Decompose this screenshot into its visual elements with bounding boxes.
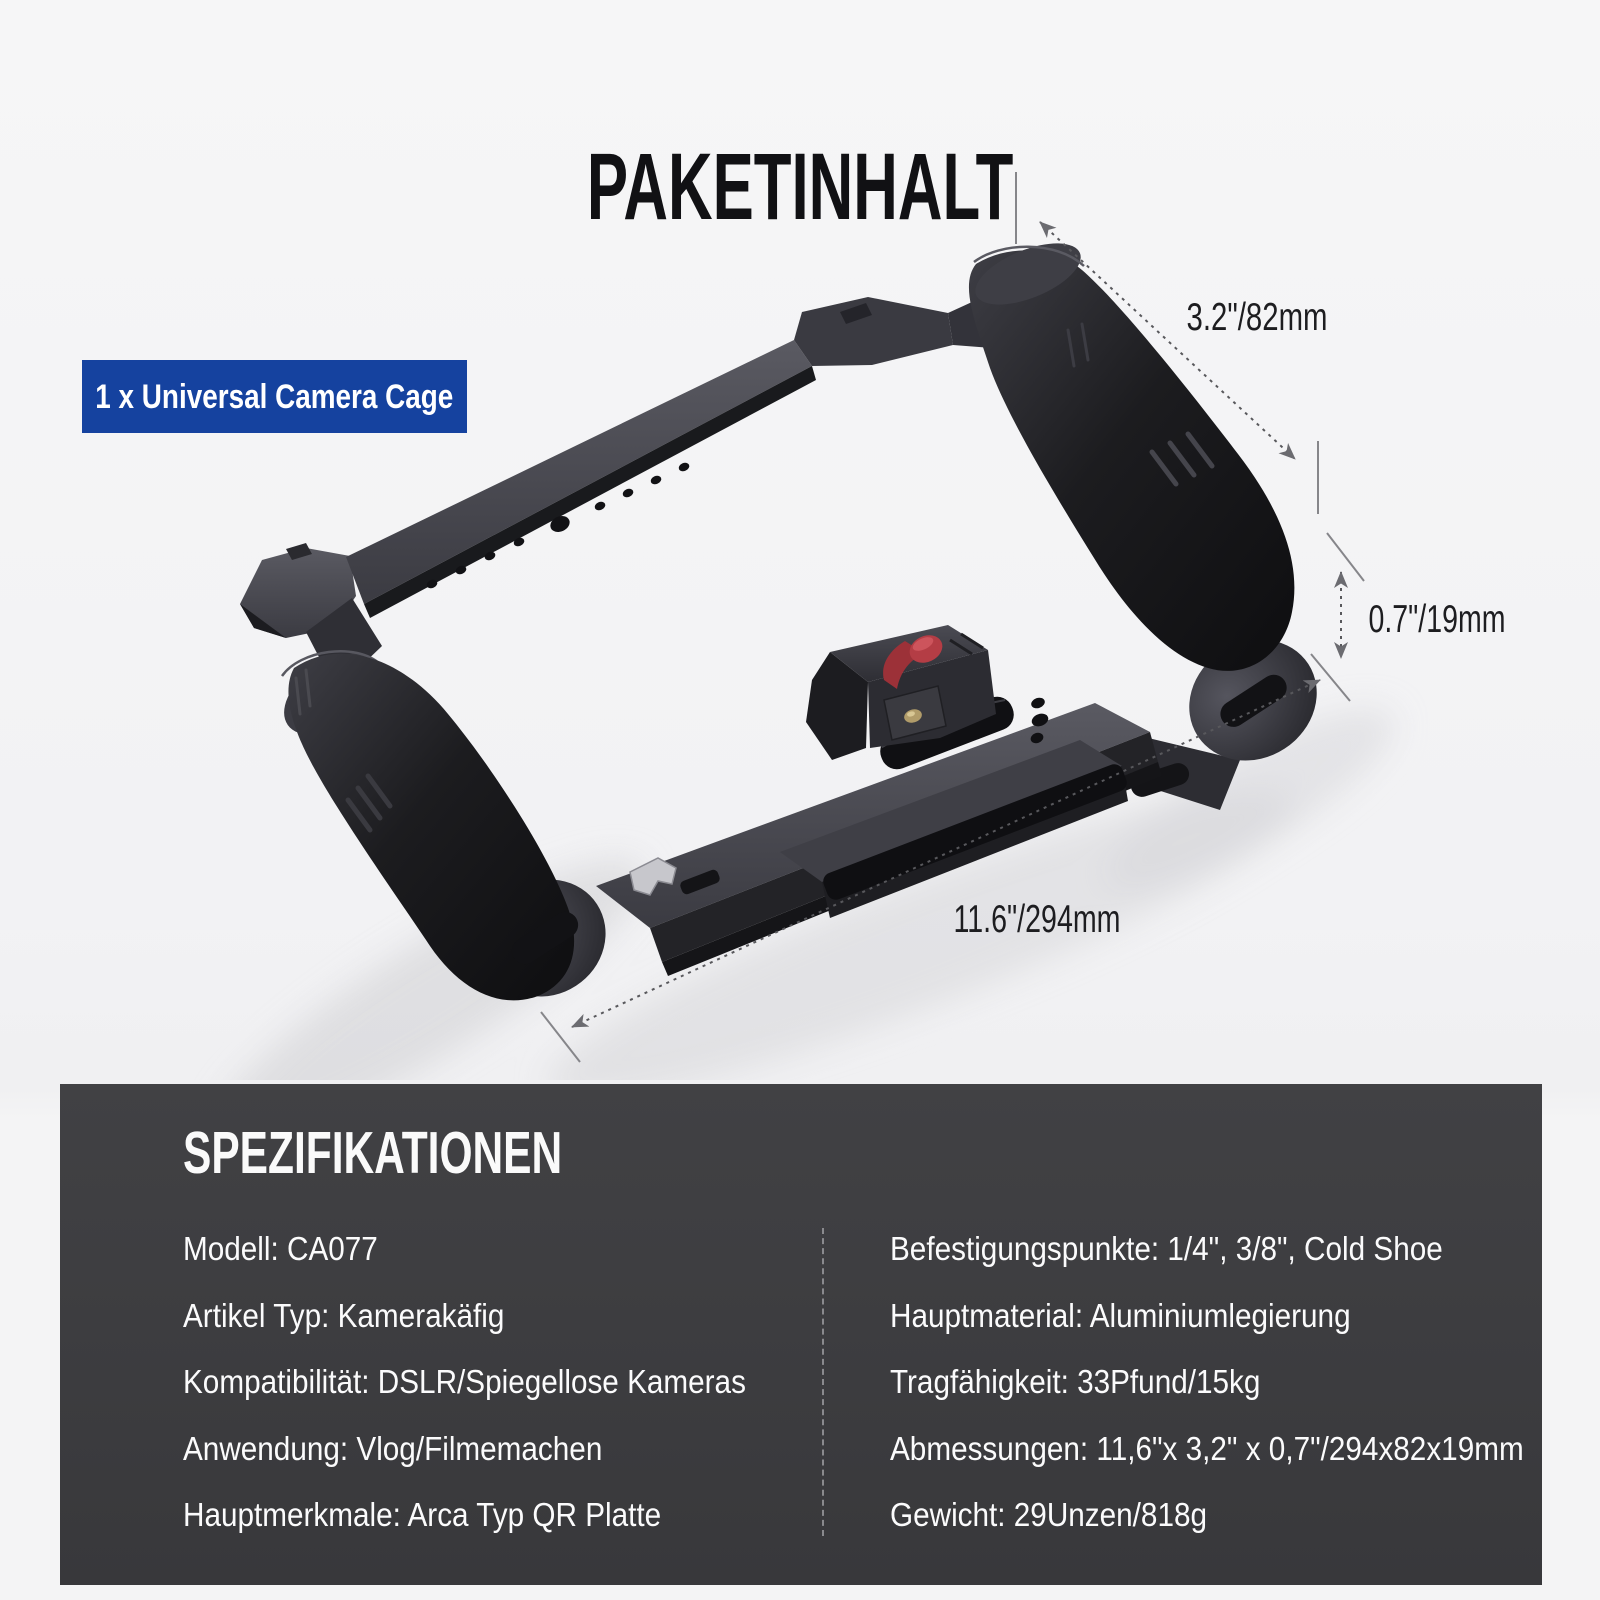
dim-width-label: 3.2"/82mm — [1186, 296, 1328, 339]
package-contents-text: 1 x Universal Camera Cage — [95, 377, 454, 416]
spec-item-material: Hauptmaterial: Aluminiumlegierung — [890, 1296, 1351, 1334]
spec-item-features: Hauptmerkmale: Arca Typ QR Platte — [183, 1496, 662, 1533]
spec-item-compatibility: Kompatibilität: DSLR/Spiegellose Kameras — [183, 1363, 746, 1400]
specs-right-column — [890, 1232, 1594, 1532]
specs-left-column — [183, 1232, 808, 1532]
spec-item-model: Modell: CA077 — [183, 1230, 378, 1267]
page-title: PAKETINHALT — [586, 133, 1014, 240]
spec-item-load-capacity: Tragfähigkeit: 33Pfund/15kg — [890, 1363, 1261, 1400]
spec-item-application: Anwendung: Vlog/Filmemachen — [183, 1429, 603, 1467]
spec-item-type: Artikel Typ: Kamerakäfig — [183, 1296, 505, 1334]
specs-column-divider — [822, 1228, 824, 1536]
cage-top-rail — [240, 297, 992, 638]
specifications-panel — [60, 1084, 1542, 1585]
dim-height-label: 0.7"/19mm — [1368, 598, 1506, 641]
left-handle — [269, 598, 628, 1020]
spec-item-mounting-points: Befestigungspunkte: 1/4", 3/8", Cold Shoe — [890, 1230, 1443, 1267]
spec-item-dimensions: Abmessungen: 11,6"x 3,2" x 0,7"/294x82x19mm — [890, 1429, 1524, 1467]
specifications-heading: SPEZIFIKATIONEN — [183, 1120, 563, 1186]
spec-item-weight: Gewicht: 29Unzen/818g — [890, 1496, 1208, 1533]
dim-height — [1311, 533, 1506, 701]
dim-length-label: 11.6"/294mm — [953, 898, 1121, 941]
